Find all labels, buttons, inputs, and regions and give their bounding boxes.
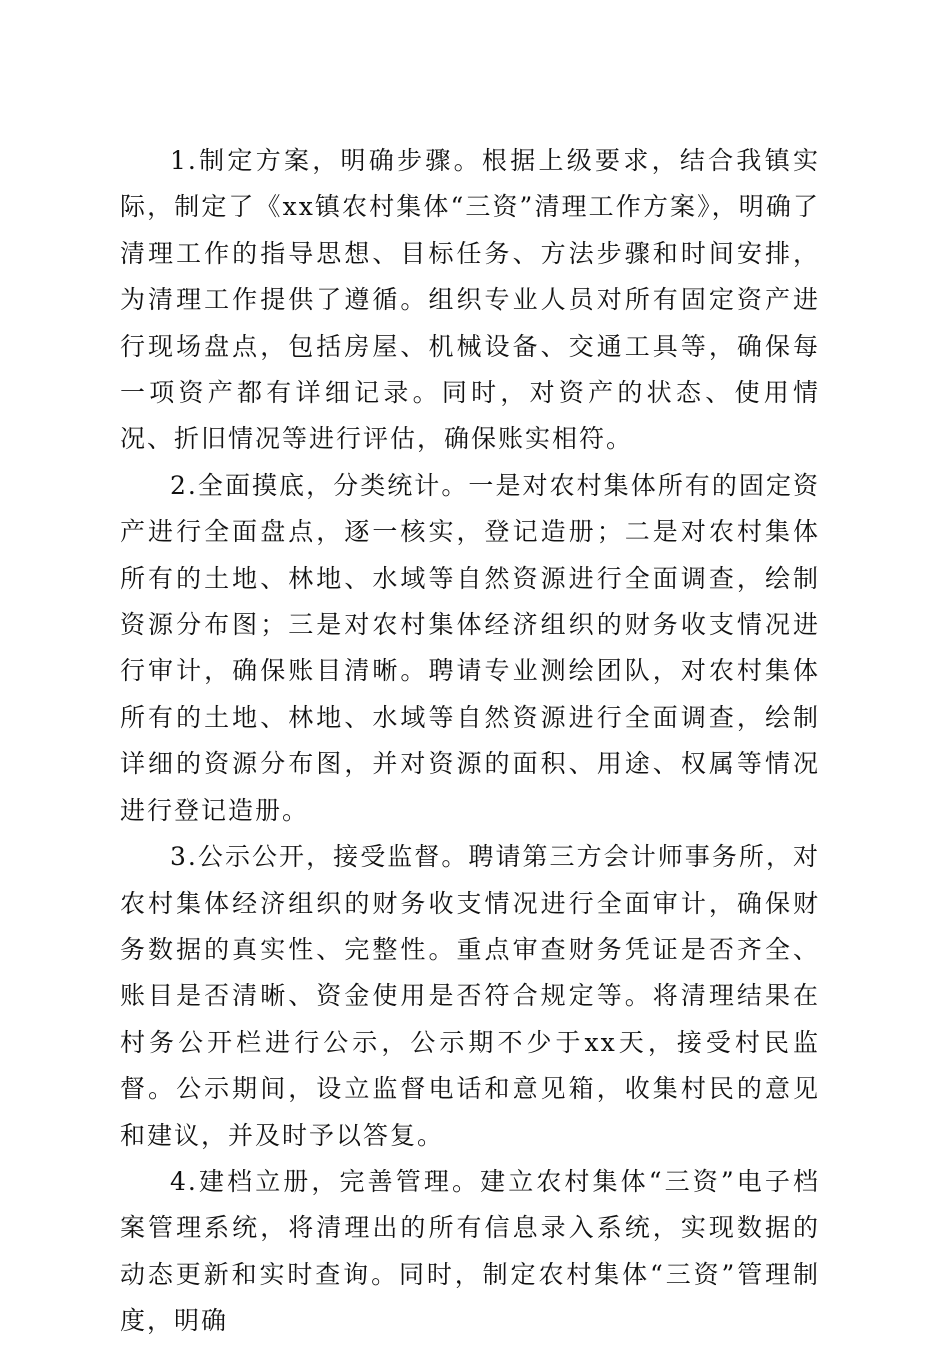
paragraph-4: 4.建档立册，完善管理。建立农村集体“三资”电子档案管理系统，将清理出的所有信息录入系统，实现数据的动态更新和实时查询。同时，制定农村集体“三资”管理制度，明确 [120,1166,820,1336]
document-body [120,138,820,1345]
paragraph-1: 1.制定方案，明确步骤。根据上级要求，结合我镇实际，制定了《xx镇农村集体“三资”清理工作方案》，明确了清理工作的指导思想、目标任务、方法步骤和时间安排，为清理工作提供了遵循。组织专业人员对所有固定资产进行现场盘点，包括房屋、机械设备、交通工具等，确保每一项资产都有详细记录。同时，对资产的状态、使用情况、折旧情况等进行评估，确保账实相符。 [120,146,820,454]
paragraph-3: 3.公示公开，接受监督。聘请第三方会计师事务所，对农村集体经济组织的财务收支情况进行全面审计，确保财务数据的真实性、完整性。重点审查财务凭证是否齐全、账目是否清晰、资金使用是否符合规定等。将清理结果在村务公开栏进行公示，公示期不少于xx天，接受村民监督。公示期间，设立监督电话和意见箱，收集村民的意见和建议，并及时予以答复。 [120,842,820,1150]
paragraph-2: 2.全面摸底，分类统计。一是对农村集体所有的固定资产进行全面盘点，逐一核实，登记造册；二是对农村集体所有的土地、林地、水域等自然资源进行全面调查，绘制资源分布图；三是对农村集体经济组织的财务收支情况进行审计，确保账目清晰。聘请专业测绘团队，对农村集体所有的土地、林地、水域等自然资源进行全面调查，绘制详细的资源分布图，并对资源的面积、用途、权属等情况进行登记造册。 [120,470,820,825]
